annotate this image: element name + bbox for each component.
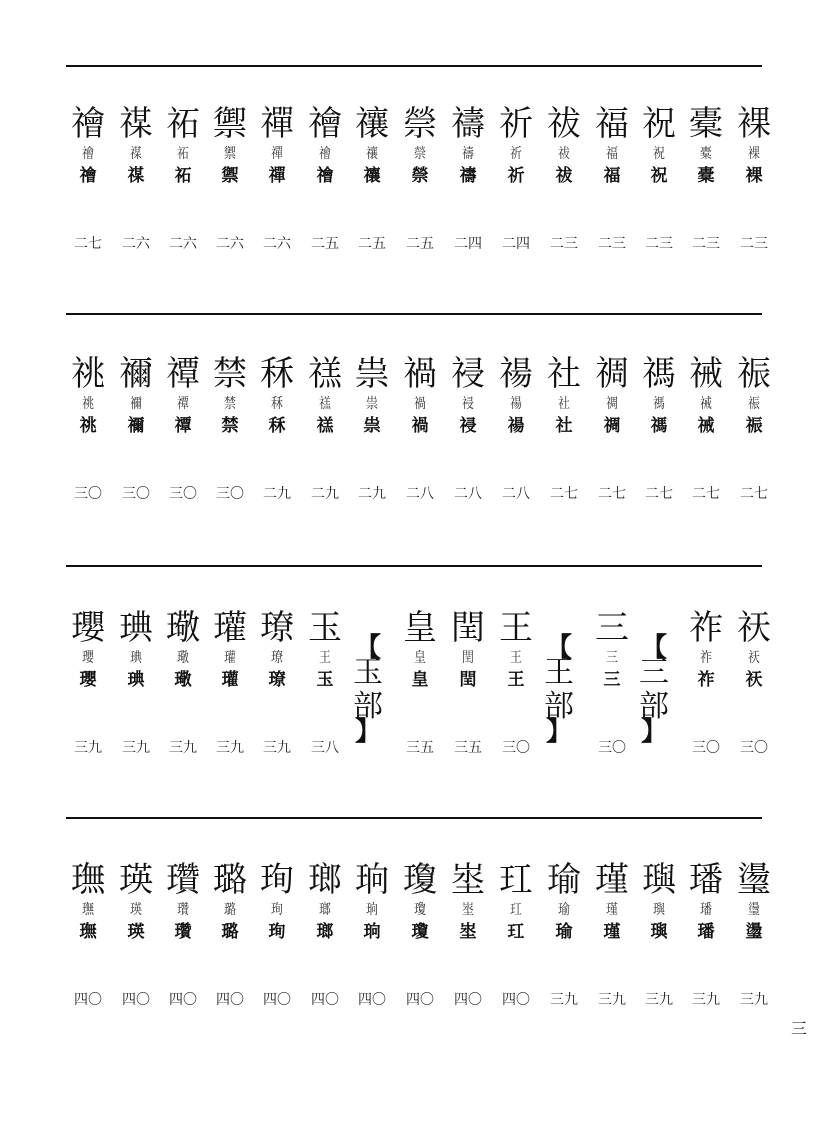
seal-script-character: 瓔 bbox=[82, 650, 94, 666]
entry-column bbox=[207, 608, 253, 758]
head-character: 璐 bbox=[213, 860, 247, 900]
regular-script-character: 祴 bbox=[697, 416, 715, 436]
head-character: 瓔 bbox=[71, 608, 105, 648]
page-reference: 三九 bbox=[122, 740, 150, 756]
entry-column bbox=[445, 608, 491, 758]
page-reference: 四〇 bbox=[74, 992, 102, 1008]
entry-column bbox=[397, 104, 443, 254]
head-character: 琠 bbox=[119, 608, 153, 648]
page-reference: 四〇 bbox=[122, 992, 150, 1008]
entry-column bbox=[113, 860, 159, 1010]
entry-column bbox=[207, 860, 253, 1010]
entry-column bbox=[493, 104, 539, 254]
seal-script-character: 裸 bbox=[748, 146, 760, 162]
seal-script-character: 橐 bbox=[700, 146, 712, 162]
head-character: 禪 bbox=[260, 104, 294, 144]
seal-script-character: 珣 bbox=[271, 902, 283, 918]
page-reference: 二七 bbox=[645, 486, 673, 502]
page-reference: 四〇 bbox=[502, 992, 530, 1008]
entry-column bbox=[254, 860, 300, 1010]
page-reference: 二四 bbox=[454, 236, 482, 252]
seal-script-character: 祏 bbox=[177, 146, 189, 162]
regular-script-character: 玉 bbox=[316, 670, 334, 690]
entry-column bbox=[65, 354, 111, 504]
regular-script-character: 橐 bbox=[697, 166, 715, 186]
page-reference: 二四 bbox=[502, 236, 530, 252]
entry-column bbox=[113, 354, 159, 504]
entry-column bbox=[113, 104, 159, 254]
seal-script-character: 禁 bbox=[224, 396, 236, 412]
entry-column bbox=[65, 104, 111, 254]
regular-script-character: 禱 bbox=[459, 166, 477, 186]
entry-column bbox=[589, 354, 635, 504]
head-character: 祧 bbox=[71, 354, 105, 394]
head-character: 三 bbox=[595, 608, 629, 648]
regular-script-character: 瓘 bbox=[221, 670, 239, 690]
head-character: 禱 bbox=[451, 104, 485, 144]
entry-column bbox=[397, 860, 443, 1010]
page-reference: 三〇 bbox=[692, 740, 720, 756]
regular-script-character: 璑 bbox=[79, 922, 97, 942]
page-reference: 二三 bbox=[598, 236, 626, 252]
seal-script-character: 禰 bbox=[130, 396, 142, 412]
seal-script-character: 禚 bbox=[319, 396, 331, 412]
head-character: 社 bbox=[547, 354, 581, 394]
head-character: 閏 bbox=[451, 608, 485, 648]
head-character: 禂 bbox=[595, 354, 629, 394]
regular-script-character: 璐 bbox=[221, 922, 239, 942]
regular-script-character: 福 bbox=[603, 166, 621, 186]
page-reference: 二五 bbox=[406, 236, 434, 252]
page-reference: 二六 bbox=[169, 236, 197, 252]
entry-column bbox=[349, 354, 395, 504]
regular-script-character: 珦 bbox=[363, 922, 381, 942]
regular-script-character: 禡 bbox=[650, 416, 668, 436]
regular-script-character: 祝 bbox=[650, 166, 668, 186]
page-reference: 三〇 bbox=[74, 486, 102, 502]
regular-script-character: 瑯 bbox=[316, 922, 334, 942]
seal-script-character: 璙 bbox=[271, 650, 283, 666]
page-reference: 三九 bbox=[645, 992, 673, 1008]
seal-script-character: 祧 bbox=[82, 396, 94, 412]
seal-script-character: 祟 bbox=[366, 396, 378, 412]
head-character: 瑜 bbox=[547, 860, 581, 900]
head-character: 禬 bbox=[308, 104, 342, 144]
page-reference: 二八 bbox=[406, 486, 434, 502]
regular-script-character: 禍 bbox=[411, 416, 429, 436]
head-character: 禬 bbox=[71, 104, 105, 144]
regular-script-character: 禪 bbox=[268, 166, 286, 186]
regular-script-character: 祧 bbox=[79, 416, 97, 436]
seal-script-character: 禬 bbox=[319, 146, 331, 162]
seal-script-character: 瓚 bbox=[177, 902, 189, 918]
regular-script-character: 禦 bbox=[221, 166, 239, 186]
seal-script-character: 閏 bbox=[462, 650, 474, 666]
entry-column bbox=[589, 104, 635, 254]
radical-label-text: 王部 bbox=[544, 655, 574, 724]
head-character: 瓘 bbox=[213, 608, 247, 648]
page-reference: 三九 bbox=[692, 992, 720, 1008]
regular-script-character: 禖 bbox=[127, 166, 145, 186]
regular-script-character: 禜 bbox=[411, 166, 429, 186]
entry-column bbox=[397, 354, 443, 504]
page-reference: 四〇 bbox=[406, 992, 434, 1008]
page-reference: 二五 bbox=[358, 236, 386, 252]
page-reference: 三八 bbox=[311, 740, 339, 756]
seal-script-character: 埊 bbox=[462, 902, 474, 918]
head-character: 王 bbox=[499, 608, 533, 648]
head-character: 祝 bbox=[642, 104, 676, 144]
page-reference: 三五 bbox=[406, 740, 434, 756]
page-reference: 二九 bbox=[263, 486, 291, 502]
entry-column bbox=[160, 608, 206, 758]
regular-script-character: 祏 bbox=[174, 166, 192, 186]
page-reference: 二九 bbox=[311, 486, 339, 502]
row-divider-2 bbox=[66, 565, 762, 567]
regular-script-character: 禬 bbox=[316, 166, 334, 186]
entry-column bbox=[302, 354, 348, 504]
regular-script-character: 三 bbox=[603, 670, 621, 690]
entry-column bbox=[254, 608, 300, 758]
regular-script-character: 璠 bbox=[697, 922, 715, 942]
head-character: 祴 bbox=[689, 354, 723, 394]
seal-script-character: 璵 bbox=[653, 902, 665, 918]
seal-script-character: 禦 bbox=[224, 146, 236, 162]
seal-script-character: 禪 bbox=[271, 146, 283, 162]
entry-column bbox=[493, 354, 539, 504]
page-reference: 三〇 bbox=[122, 486, 150, 502]
page-reference: 二三 bbox=[692, 236, 720, 252]
head-character: 福 bbox=[595, 104, 629, 144]
regular-script-character: 裸 bbox=[745, 166, 763, 186]
page-reference: 三〇 bbox=[740, 740, 768, 756]
seal-script-character: 瑛 bbox=[130, 902, 142, 918]
entry-column bbox=[65, 860, 111, 1010]
head-character: 祈 bbox=[499, 104, 533, 144]
entry-column bbox=[683, 354, 729, 504]
entry-column bbox=[541, 104, 587, 254]
head-character: 祲 bbox=[451, 354, 485, 394]
page-reference: 三〇 bbox=[502, 740, 530, 756]
entry-column bbox=[493, 608, 539, 758]
seal-script-character: 祝 bbox=[653, 146, 665, 162]
head-character: 禳 bbox=[355, 104, 389, 144]
seal-script-character: 禱 bbox=[462, 146, 474, 162]
page-reference: 四〇 bbox=[311, 992, 339, 1008]
entry-column bbox=[731, 354, 777, 504]
regular-script-character: 祚 bbox=[697, 670, 715, 690]
regular-script-character: 祟 bbox=[363, 416, 381, 436]
page-reference: 四〇 bbox=[358, 992, 386, 1008]
regular-script-character: 祆 bbox=[745, 670, 763, 690]
seal-script-character: 瑯 bbox=[319, 902, 331, 918]
entry-column bbox=[683, 104, 729, 254]
entry-column bbox=[636, 860, 682, 1010]
head-character: 埊 bbox=[451, 860, 485, 900]
regular-script-character: 璗 bbox=[745, 922, 763, 942]
seal-script-character: 禂 bbox=[606, 396, 618, 412]
seal-script-character: 禫 bbox=[177, 396, 189, 412]
regular-script-character: 瓚 bbox=[174, 922, 192, 942]
seal-script-character: 祆 bbox=[748, 650, 760, 666]
entry-column bbox=[160, 354, 206, 504]
seal-script-character: 福 bbox=[606, 146, 618, 162]
entry-column bbox=[683, 608, 729, 758]
regular-script-character: 珣 bbox=[268, 922, 286, 942]
regular-script-character: 祈 bbox=[507, 166, 525, 186]
page-reference: 三〇 bbox=[598, 740, 626, 756]
head-character: 璙 bbox=[260, 608, 294, 648]
regular-script-character: 祓 bbox=[555, 166, 573, 186]
head-character: 禍 bbox=[403, 354, 437, 394]
head-character: 禰 bbox=[119, 354, 153, 394]
seal-script-character: 瑾 bbox=[606, 902, 618, 918]
seal-script-character: 璑 bbox=[82, 902, 94, 918]
seal-script-character: 琠 bbox=[130, 650, 142, 666]
entry-column bbox=[731, 608, 777, 758]
regular-script-character: 禬 bbox=[79, 166, 97, 186]
page-reference: 二六 bbox=[263, 236, 291, 252]
entry-column bbox=[349, 104, 395, 254]
head-character: 禖 bbox=[119, 104, 153, 144]
entry-column bbox=[636, 354, 682, 504]
page-reference: 四〇 bbox=[454, 992, 482, 1008]
regular-script-character: 璙 bbox=[268, 670, 286, 690]
seal-script-character: 王 bbox=[319, 650, 331, 666]
seal-script-character: 禖 bbox=[130, 146, 142, 162]
head-character: 祏 bbox=[166, 104, 200, 144]
entry-column bbox=[445, 354, 491, 504]
entry-column bbox=[541, 354, 587, 504]
row-divider-1 bbox=[66, 313, 762, 315]
head-character: 祚 bbox=[689, 608, 723, 648]
entry-column bbox=[160, 860, 206, 1010]
entry-column bbox=[731, 104, 777, 254]
entry-column bbox=[302, 104, 348, 254]
head-character: 禓 bbox=[499, 354, 533, 394]
seal-script-character: 瑜 bbox=[558, 902, 570, 918]
head-character: 橐 bbox=[689, 104, 723, 144]
regular-script-character: 禂 bbox=[603, 416, 621, 436]
page-reference: 二六 bbox=[216, 236, 244, 252]
entry-column bbox=[302, 608, 348, 758]
head-character: 禡 bbox=[642, 354, 676, 394]
seal-script-character: 玒 bbox=[510, 902, 522, 918]
page-reference: 三〇 bbox=[169, 486, 197, 502]
head-character: 瑾 bbox=[595, 860, 629, 900]
page-reference: 三九 bbox=[169, 740, 197, 756]
seal-script-character: 禍 bbox=[414, 396, 426, 412]
seal-script-character: 秝 bbox=[271, 396, 283, 412]
page-reference: 四〇 bbox=[216, 992, 244, 1008]
page-reference: 二七 bbox=[598, 486, 626, 502]
entry-column bbox=[589, 608, 635, 758]
regular-script-character: 瓔 bbox=[79, 670, 97, 690]
entry-column bbox=[493, 860, 539, 1010]
page-reference: 四〇 bbox=[263, 992, 291, 1008]
radical-label-yu: 【 玉部 】 bbox=[348, 640, 388, 740]
head-character: 祓 bbox=[547, 104, 581, 144]
radical-label-wang: 【 王部 】 bbox=[539, 640, 579, 740]
seal-script-character: 祓 bbox=[558, 146, 570, 162]
page-reference: 三九 bbox=[216, 740, 244, 756]
seal-script-character: 璥 bbox=[177, 650, 189, 666]
seal-script-character: 三 bbox=[606, 650, 618, 666]
regular-script-character: 玒 bbox=[507, 922, 525, 942]
page-reference: 二三 bbox=[645, 236, 673, 252]
regular-script-character: 禚 bbox=[316, 416, 334, 436]
entry-column bbox=[683, 860, 729, 1010]
seal-script-character: 禳 bbox=[366, 146, 378, 162]
regular-script-character: 琠 bbox=[127, 670, 145, 690]
page-number: 三 bbox=[790, 1019, 807, 1038]
head-character: 璑 bbox=[71, 860, 105, 900]
entry-column bbox=[254, 104, 300, 254]
head-character: 禁 bbox=[213, 354, 247, 394]
seal-script-character: 璐 bbox=[224, 902, 236, 918]
head-character: 瑯 bbox=[308, 860, 342, 900]
radical-label-text: 三部 bbox=[639, 655, 669, 724]
seal-script-character: 祳 bbox=[748, 396, 760, 412]
head-character: 璵 bbox=[642, 860, 676, 900]
regular-script-character: 璥 bbox=[174, 670, 192, 690]
regular-script-character: 瑛 bbox=[127, 922, 145, 942]
page-reference: 二六 bbox=[122, 236, 150, 252]
page-reference: 二八 bbox=[502, 486, 530, 502]
page-reference: 二七 bbox=[550, 486, 578, 502]
seal-script-character: 王 bbox=[510, 650, 522, 666]
head-character: 玉 bbox=[308, 608, 342, 648]
regular-script-character: 瑾 bbox=[603, 922, 621, 942]
entry-column bbox=[113, 608, 159, 758]
entry-column bbox=[302, 860, 348, 1010]
head-character: 禦 bbox=[213, 104, 247, 144]
head-character: 秝 bbox=[260, 354, 294, 394]
regular-script-character: 瑜 bbox=[555, 922, 573, 942]
seal-script-character: 皇 bbox=[414, 650, 426, 666]
row-divider-3 bbox=[66, 817, 762, 819]
head-character: 璠 bbox=[689, 860, 723, 900]
regular-script-character: 祳 bbox=[745, 416, 763, 436]
head-character: 裸 bbox=[737, 104, 771, 144]
entry-column bbox=[254, 354, 300, 504]
page-reference: 二三 bbox=[550, 236, 578, 252]
entry-column bbox=[207, 354, 253, 504]
seal-script-character: 祚 bbox=[700, 650, 712, 666]
regular-script-character: 秝 bbox=[268, 416, 286, 436]
radical-label-san: 【 三部 】 bbox=[634, 640, 674, 740]
entry-column bbox=[445, 104, 491, 254]
entry-column bbox=[445, 860, 491, 1010]
seal-script-character: 珦 bbox=[366, 902, 378, 918]
entry-column bbox=[541, 860, 587, 1010]
regular-script-character: 禁 bbox=[221, 416, 239, 436]
page-reference: 三九 bbox=[550, 992, 578, 1008]
entry-column bbox=[731, 860, 777, 1010]
head-character: 皇 bbox=[403, 608, 437, 648]
head-character: 瓚 bbox=[166, 860, 200, 900]
seal-script-character: 祴 bbox=[700, 396, 712, 412]
head-character: 禫 bbox=[166, 354, 200, 394]
page-reference: 三九 bbox=[598, 992, 626, 1008]
head-character: 祟 bbox=[355, 354, 389, 394]
head-character: 璥 bbox=[166, 608, 200, 648]
seal-script-character: 瓘 bbox=[224, 650, 236, 666]
seal-script-character: 瓊 bbox=[414, 902, 426, 918]
regular-script-character: 禫 bbox=[174, 416, 192, 436]
regular-script-character: 禰 bbox=[127, 416, 145, 436]
head-character: 瑛 bbox=[119, 860, 153, 900]
head-character: 珣 bbox=[260, 860, 294, 900]
regular-script-character: 閏 bbox=[459, 670, 477, 690]
regular-script-character: 祲 bbox=[459, 416, 477, 436]
regular-script-character: 璵 bbox=[650, 922, 668, 942]
page-reference: 三九 bbox=[263, 740, 291, 756]
seal-script-character: 璠 bbox=[700, 902, 712, 918]
entry-column bbox=[207, 104, 253, 254]
regular-script-character: 社 bbox=[555, 416, 573, 436]
head-character: 珦 bbox=[355, 860, 389, 900]
page-reference: 二五 bbox=[311, 236, 339, 252]
page-reference: 二九 bbox=[358, 486, 386, 502]
radical-label-text: 玉部 bbox=[353, 655, 383, 724]
seal-script-character: 璗 bbox=[748, 902, 760, 918]
page-reference: 二七 bbox=[740, 486, 768, 502]
regular-script-character: 埊 bbox=[459, 922, 477, 942]
head-character: 瓊 bbox=[403, 860, 437, 900]
seal-script-character: 禜 bbox=[414, 146, 426, 162]
page-reference: 四〇 bbox=[169, 992, 197, 1008]
head-character: 禜 bbox=[403, 104, 437, 144]
seal-script-character: 禬 bbox=[82, 146, 94, 162]
page-reference: 二七 bbox=[74, 236, 102, 252]
regular-script-character: 王 bbox=[507, 670, 525, 690]
seal-script-character: 禓 bbox=[510, 396, 522, 412]
head-character: 祳 bbox=[737, 354, 771, 394]
seal-script-character: 禡 bbox=[653, 396, 665, 412]
head-character: 祆 bbox=[737, 608, 771, 648]
head-character: 璗 bbox=[737, 860, 771, 900]
regular-script-character: 禳 bbox=[363, 166, 381, 186]
regular-script-character: 瓊 bbox=[411, 922, 429, 942]
page-reference: 二七 bbox=[692, 486, 720, 502]
top-rule bbox=[66, 65, 762, 67]
entry-column bbox=[160, 104, 206, 254]
regular-script-character: 皇 bbox=[411, 670, 429, 690]
entry-column bbox=[65, 608, 111, 758]
seal-script-character: 社 bbox=[558, 396, 570, 412]
page-reference: 三五 bbox=[454, 740, 482, 756]
entry-column bbox=[349, 860, 395, 1010]
page-reference: 三九 bbox=[74, 740, 102, 756]
entry-column bbox=[397, 608, 443, 758]
regular-script-character: 禓 bbox=[507, 416, 525, 436]
page-reference: 二八 bbox=[454, 486, 482, 502]
seal-script-character: 祲 bbox=[462, 396, 474, 412]
head-character: 禚 bbox=[308, 354, 342, 394]
head-character: 玒 bbox=[499, 860, 533, 900]
page-reference: 三九 bbox=[740, 992, 768, 1008]
seal-script-character: 祈 bbox=[510, 146, 522, 162]
page-reference: 二三 bbox=[740, 236, 768, 252]
entry-column bbox=[589, 860, 635, 1010]
entry-column bbox=[636, 104, 682, 254]
page-reference: 三〇 bbox=[216, 486, 244, 502]
